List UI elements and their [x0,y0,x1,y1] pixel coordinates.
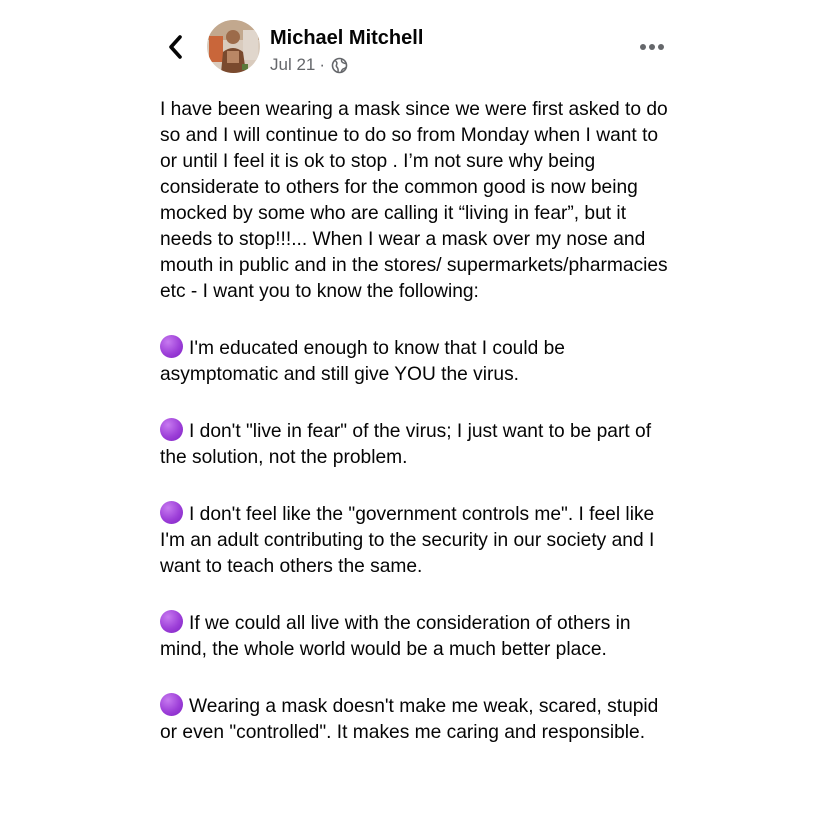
purple-circle-emoji [160,610,183,633]
bullet-text: Wearing a mask doesn't make me weak, scared, stupid or even "controlled". It makes me caring and responsible. [160,696,659,743]
more-options-button[interactable] [636,34,668,60]
post-intro-text: I have been wearing a mask since we were first asked to do so and I will continue to do so from Monday when I want to or until I feel it is ok to stop . I’m not sure why being considerate to others for the common good is now being mocked by some who are calling it “living in fear”, but it needs to stop!!!... When I wear a mask over my nose and mouth in public and in the stores/ supermarkets/pharmacies etc - I want you to know the following: [160,99,668,302]
post-header [0,0,828,90]
bullet-text: I don't feel like the "government controls me". I feel like I'm an adult contributing to the security in our society and I want to teach others the same. [160,504,655,577]
globe-icon [331,57,348,74]
post-meta [270,55,348,75]
bullet-paragraph [160,501,680,580]
back-button[interactable] [160,32,190,62]
purple-circle-emoji [160,335,183,358]
bullet-text: If we could all live with the consideration of others in mind, the whole world would be a much better place. [160,613,631,660]
bullet-text: I'm educated enough to know that I could be asymptomatic and still give YOU the virus. [160,338,565,385]
bullet-paragraph [160,693,680,746]
author-name[interactable]: Michael Mitchell [270,27,424,49]
purple-circle-emoji [160,418,183,441]
avatar[interactable] [207,20,260,73]
post-date[interactable]: Jul 21 [270,55,316,74]
more-horizontal-icon [639,43,665,51]
post-body [160,97,680,746]
meta-separator: · [319,55,326,74]
purple-circle-emoji [160,501,183,524]
bullet-text: I don't "live in fear" of the virus; I just want to be part of the solution, not the problem. [160,421,652,468]
chevron-left-icon [166,34,184,60]
purple-circle-emoji [160,693,183,716]
bullet-paragraph [160,610,680,663]
bullet-paragraph [160,418,680,471]
bullet-paragraph [160,335,680,388]
